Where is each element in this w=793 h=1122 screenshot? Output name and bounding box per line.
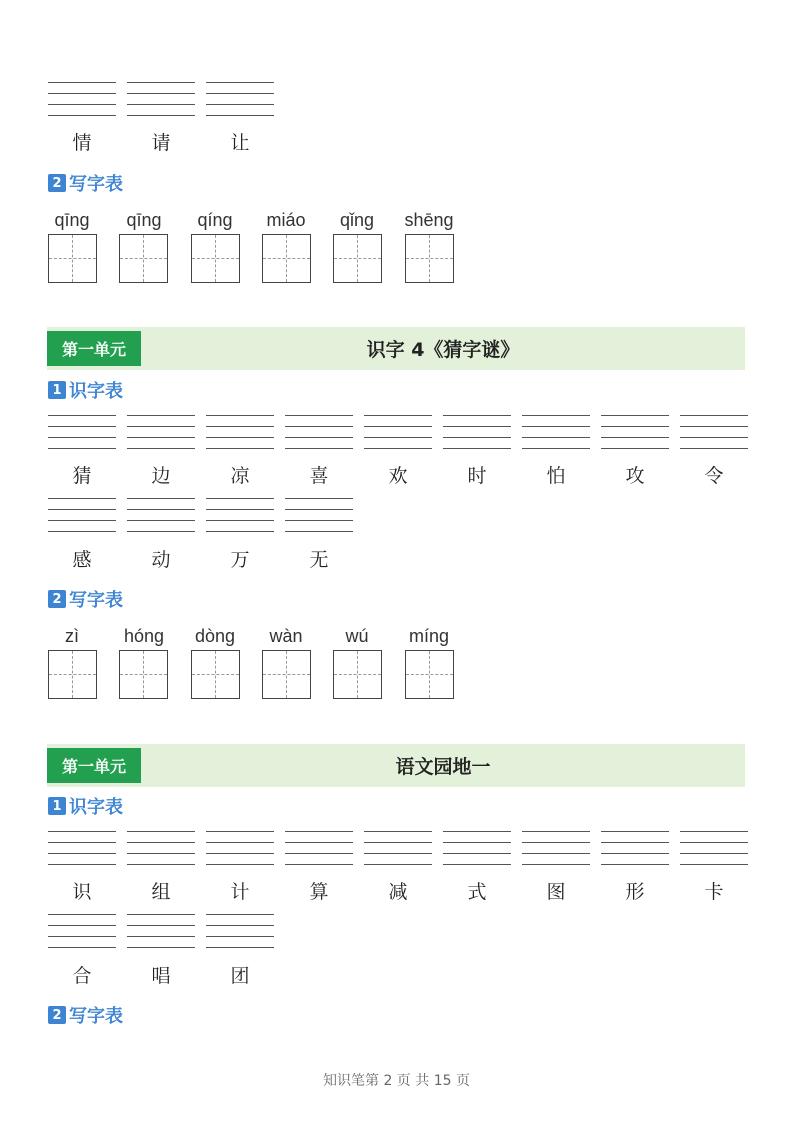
writing-grid-box[interactable] (119, 650, 168, 699)
writing-grid-box[interactable] (405, 650, 454, 699)
section-title: 写字表 (69, 1006, 123, 1027)
character: 让 (230, 132, 250, 154)
character: 唱 (151, 965, 171, 987)
character: 令 (704, 465, 724, 487)
pinyin-slot (206, 831, 274, 867)
pinyin-slot (206, 82, 274, 118)
pinyin-slot (127, 415, 195, 451)
writing-grid-box[interactable] (48, 234, 97, 283)
character: 怕 (546, 465, 566, 487)
character: 组 (151, 881, 171, 903)
pinyin-slot (601, 831, 669, 867)
pinyin-label: zì (64, 626, 79, 646)
unit-banner (47, 327, 745, 370)
pinyin-slot (48, 82, 116, 118)
character: 请 (151, 132, 171, 154)
section-number-badge: 1 (48, 797, 66, 815)
pinyin-label: hóng (123, 626, 165, 646)
write-table-heading (48, 587, 123, 611)
pinyin-slot (48, 498, 116, 534)
character: 计 (230, 881, 250, 903)
writing-grid-box[interactable] (48, 650, 97, 699)
writing-grid-box[interactable] (333, 234, 382, 283)
pinyin-label: qíng (197, 210, 233, 230)
section-number-badge: 2 (48, 174, 66, 192)
pinyin-slot (206, 914, 274, 950)
pinyin-slot (285, 831, 353, 867)
character: 算 (309, 881, 329, 903)
character: 识 (72, 881, 92, 903)
pinyin-label: miáo (266, 210, 306, 230)
write-table-heading (48, 1003, 123, 1027)
character: 减 (388, 881, 408, 903)
page-footer: 知识笔第 2 页 共 15 页 (323, 1073, 470, 1089)
character: 攻 (625, 465, 645, 487)
pinyin-slot (364, 831, 432, 867)
pinyin-label: wàn (269, 626, 303, 646)
pinyin-label: shēng (404, 210, 454, 230)
character: 欢 (388, 465, 408, 487)
unit-label: 第一单元 (47, 748, 141, 783)
pinyin-slot (127, 498, 195, 534)
writing-grid-box[interactable] (262, 234, 311, 283)
character: 时 (467, 465, 487, 487)
character: 情 (72, 132, 92, 154)
pinyin-label: qīng (126, 210, 162, 230)
character: 万 (230, 549, 250, 571)
character: 边 (151, 465, 171, 487)
writing-grid-box[interactable] (191, 234, 240, 283)
section-title: 识字表 (69, 381, 123, 402)
pinyin-slot (680, 415, 748, 451)
pinyin-slot (48, 831, 116, 867)
character: 式 (467, 881, 487, 903)
pinyin-slot (364, 415, 432, 451)
read-table-heading (48, 378, 123, 402)
lesson-title: 语文园地一 (395, 756, 491, 778)
character: 图 (546, 881, 566, 903)
unit-label: 第一单元 (47, 331, 141, 366)
pinyin-label: wú (345, 626, 369, 646)
pinyin-slot (127, 82, 195, 118)
write-table-heading (48, 171, 123, 195)
pinyin-label: qǐng (339, 210, 375, 230)
pinyin-slot (285, 415, 353, 451)
pinyin-slot (680, 831, 748, 867)
section-title: 识字表 (69, 797, 123, 818)
section-number-badge: 2 (48, 1006, 66, 1024)
character: 无 (309, 549, 329, 571)
lesson-title: 识字 4《猜字谜》 (366, 339, 520, 361)
section-number-badge: 1 (48, 381, 66, 399)
pinyin-slot (127, 914, 195, 950)
pinyin-slot (601, 415, 669, 451)
character: 猜 (72, 465, 92, 487)
pinyin-slot (206, 498, 274, 534)
pinyin-label: míng (408, 626, 450, 646)
read-table-heading (48, 794, 123, 818)
pinyin-slot (206, 415, 274, 451)
character: 合 (72, 965, 92, 987)
character: 卡 (704, 881, 724, 903)
character: 团 (230, 965, 250, 987)
character: 感 (72, 549, 92, 571)
pinyin-slot (522, 415, 590, 451)
pinyin-slot (48, 415, 116, 451)
character: 形 (625, 881, 645, 903)
unit-banner (47, 744, 745, 787)
section-number-badge: 2 (48, 590, 66, 608)
writing-grid-box[interactable] (119, 234, 168, 283)
pinyin-slot (127, 831, 195, 867)
pinyin-slot (48, 914, 116, 950)
pinyin-slot (285, 498, 353, 534)
writing-grid-box[interactable] (191, 650, 240, 699)
character: 凉 (230, 465, 250, 487)
writing-grid-box[interactable] (262, 650, 311, 699)
writing-grid-box[interactable] (333, 650, 382, 699)
pinyin-label: dòng (194, 626, 236, 646)
pinyin-label: qīng (54, 210, 90, 230)
character: 动 (151, 549, 171, 571)
section-title: 写字表 (69, 174, 123, 195)
writing-grid-box[interactable] (405, 234, 454, 283)
pinyin-slot (443, 831, 511, 867)
section-title: 写字表 (69, 590, 123, 611)
pinyin-slot (522, 831, 590, 867)
pinyin-slot (443, 415, 511, 451)
character: 喜 (309, 465, 329, 487)
